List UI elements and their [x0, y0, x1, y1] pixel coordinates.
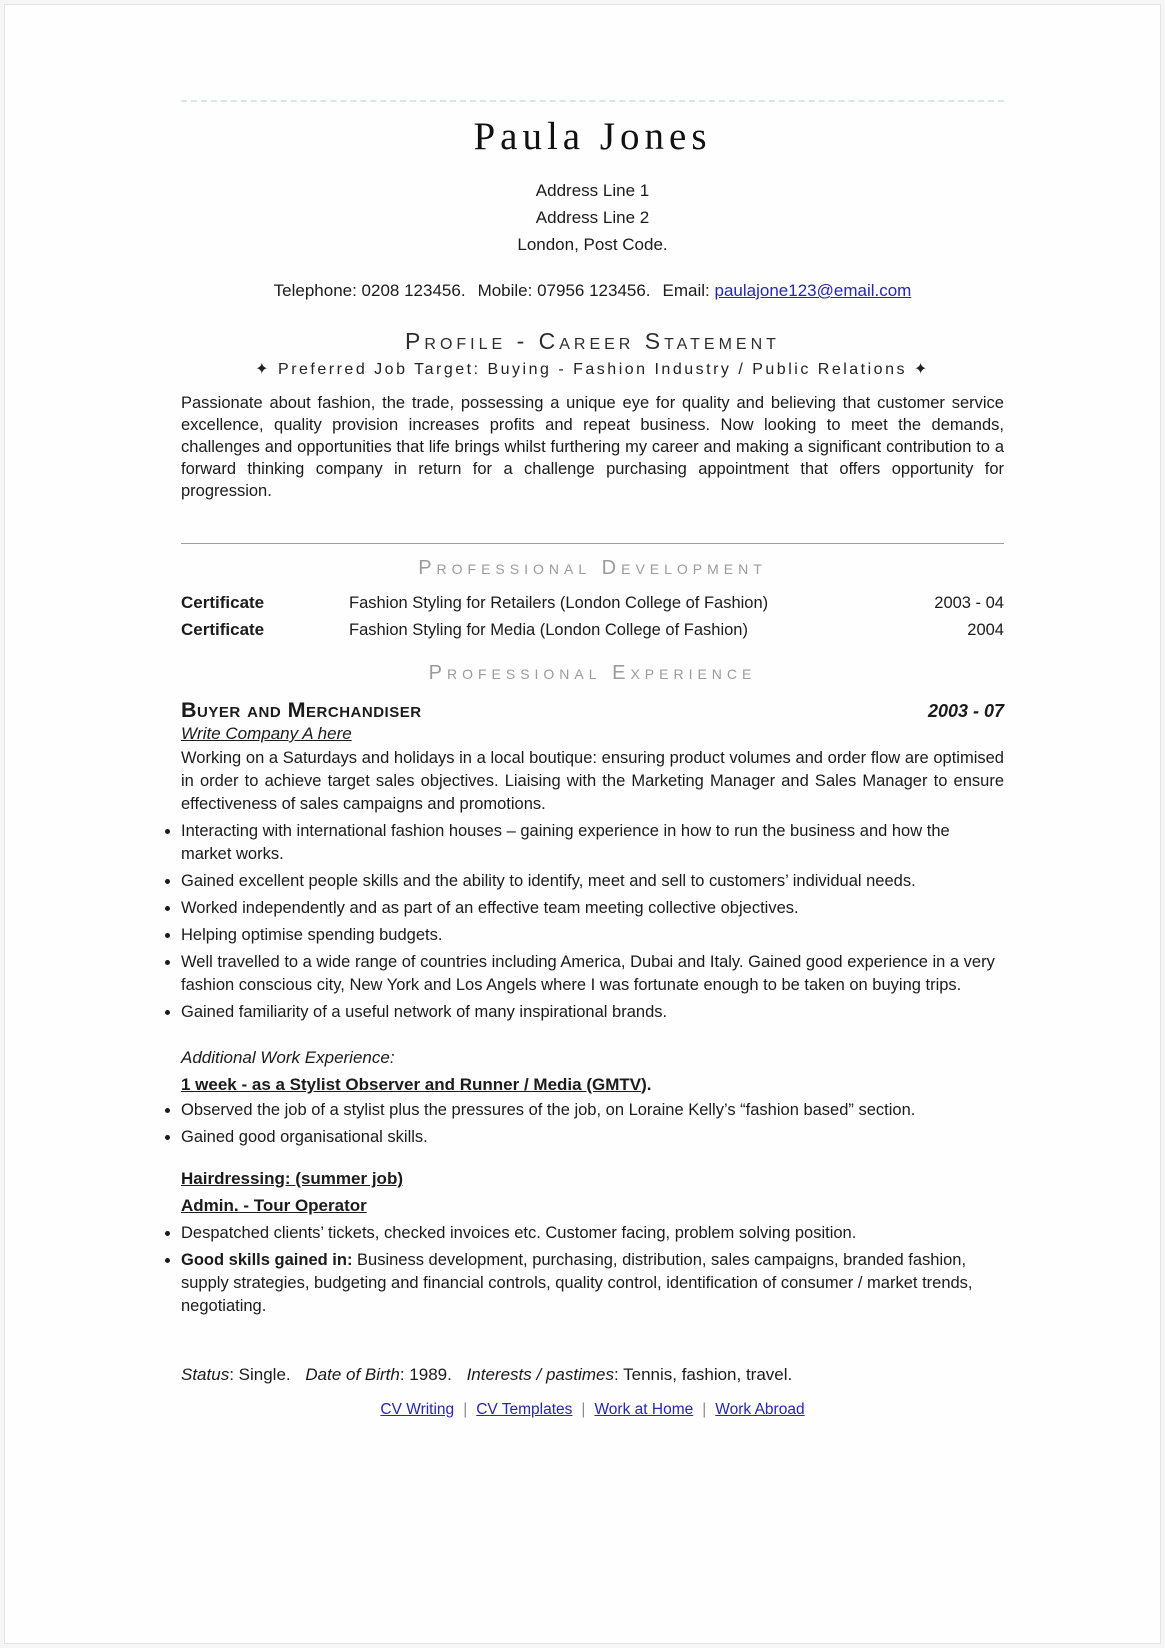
list-item: • Helping optimise spending budgets. — [181, 924, 1004, 947]
cv-page — [4, 4, 1161, 1644]
table-row — [181, 620, 1004, 640]
preferred-job-target: ✦ Preferred Job Target: Buying - Fashion Industry / Public Relations ✦ — [255, 361, 930, 378]
cv-writing-link[interactable]: CV Writing — [380, 1401, 455, 1418]
list-item: • Gained familiarity of a useful network of many inspirational brands. — [181, 1001, 1004, 1024]
certificate-course: Fashion Styling for Retailers (London College of Fashion) — [349, 594, 769, 612]
section-divider — [181, 543, 1004, 544]
job-summary: Working on a Saturdays and holidays in a local boutique: ensuring product volumes and order flow are optimised in order to achieve target sales objectives. Liaising with the Marketing Manager and Sales Manager to ensure effectiveness of sales campaigns and promotions. — [181, 749, 1004, 813]
list-item: • Observed the job of a stylist plus the pressures of the job, on Loraine Kelly’s “fashion based” section. — [181, 1099, 1004, 1122]
person-name: Paula Jones — [473, 115, 712, 158]
career-statement: Passionate about fashion, the trade, possessing a unique eye for quality and believing that customer service excellence, quality provision increases profits and repeat business. Now looking to meet the demands, challenges and opportunities that life brings whilst furthering my career and making a significant contribution to a forward thinking company in return for a challenge purchasing appointment that offers opportunity for progression. — [181, 394, 1004, 500]
contact-line — [181, 281, 1004, 301]
company-placeholder: Write Company A here — [181, 724, 352, 743]
additional-experience-heading: Additional Work Experience: — [181, 1048, 395, 1067]
list-item: • Interacting with international fashion houses – gaining experience in how to run the business and how the market works. — [181, 820, 1004, 866]
experience-bullet-list — [166, 820, 1004, 1024]
work-at-home-link[interactable]: Work at Home — [594, 1401, 694, 1418]
address-line-1: Address Line 1 — [535, 181, 650, 200]
mobile-text: Mobile: 07956 123456. — [477, 281, 651, 300]
cv-content — [181, 100, 1004, 1419]
interests-value: : Tennis, fashion, travel. — [613, 1365, 793, 1384]
work-abroad-link[interactable]: Work Abroad — [715, 1401, 805, 1418]
email-link[interactable]: paulajone123@email.com — [714, 281, 912, 300]
certificate-course: Fashion Styling for Media (London College of Fashion) — [349, 621, 748, 639]
certificate-dates: 2004 — [967, 621, 1004, 639]
link-separator: | — [463, 1401, 468, 1418]
certificates-table — [181, 593, 1004, 640]
professional-experience-heading: Professional Experience — [428, 662, 757, 684]
status-label: Status — [181, 1365, 230, 1384]
profile-section-heading: Profile - Career Statement — [405, 328, 780, 354]
email-label: Email: — [662, 281, 710, 300]
professional-development-heading: Professional Development — [418, 557, 767, 579]
interests-label: Interests / pastimes — [466, 1365, 614, 1384]
link-separator: | — [702, 1401, 707, 1418]
stylist-role-underlined: 1 week - as a Stylist Observer and Runner / Media (GMTV — [181, 1075, 642, 1094]
list-item — [181, 1249, 1004, 1318]
telephone-text: Telephone: 0208 123456. — [273, 281, 466, 300]
address-line-2: Address Line 2 — [535, 208, 650, 227]
skills-label: Good skills gained in: — [181, 1251, 353, 1269]
top-dashed-rule — [181, 100, 1004, 102]
list-item: • Gained excellent people skills and the ability to identify, meet and sell to customers’ individual needs. — [181, 870, 1004, 893]
list-item: • Gained good organisational skills. — [181, 1126, 1004, 1149]
skills-text: Business development, purchasing, distribution, sales campaigns, branded fashion, supply strategies, budgeting and financial controls, quality control, identification of consumer / market trends, negotiating. — [181, 1251, 973, 1315]
certificate-dates: 2003 - 04 — [934, 594, 1004, 612]
dob-value: : 1989. — [399, 1365, 457, 1384]
table-row — [181, 593, 1004, 613]
certificate-type: Certificate — [181, 620, 265, 639]
list-item: • Worked independently and as part of an effective team meeting collective objectives. — [181, 897, 1004, 920]
address-line-3: London, Post Code. — [517, 235, 668, 254]
certificate-type: Certificate — [181, 593, 265, 612]
job-title: Buyer and Merchandiser — [181, 698, 422, 722]
footer-links — [181, 1401, 1004, 1419]
list-item: • Despatched clients’ tickets, checked invoices etc. Customer facing, problem solving position. — [181, 1222, 1004, 1245]
stylist-role-heading — [181, 1075, 1004, 1095]
address-block — [181, 177, 1004, 258]
cv-templates-link[interactable]: CV Templates — [476, 1401, 573, 1418]
hairdressing-heading: Hairdressing: (summer job) — [181, 1169, 403, 1188]
admin-heading: Admin. - Tour Operator — [181, 1196, 367, 1215]
job-dates: 2003 - 07 — [927, 701, 1004, 721]
link-separator: | — [581, 1401, 586, 1418]
additional-bullet-list — [166, 1099, 1004, 1149]
dob-label: Date of Birth — [305, 1365, 400, 1384]
list-item: • Well travelled to a wide range of countries including America, Dubai and Italy. Gained good experience in a very fashion conscious city, New York and Los Angels where I was fortunate enough to be taken on buying trips. — [181, 951, 1004, 997]
status-value: : Single. — [229, 1365, 296, 1384]
stylist-role-tail: ). — [641, 1075, 652, 1094]
job-header — [181, 698, 1004, 723]
personal-details-line — [181, 1365, 1004, 1385]
other-roles-bullet-list — [166, 1222, 1004, 1318]
